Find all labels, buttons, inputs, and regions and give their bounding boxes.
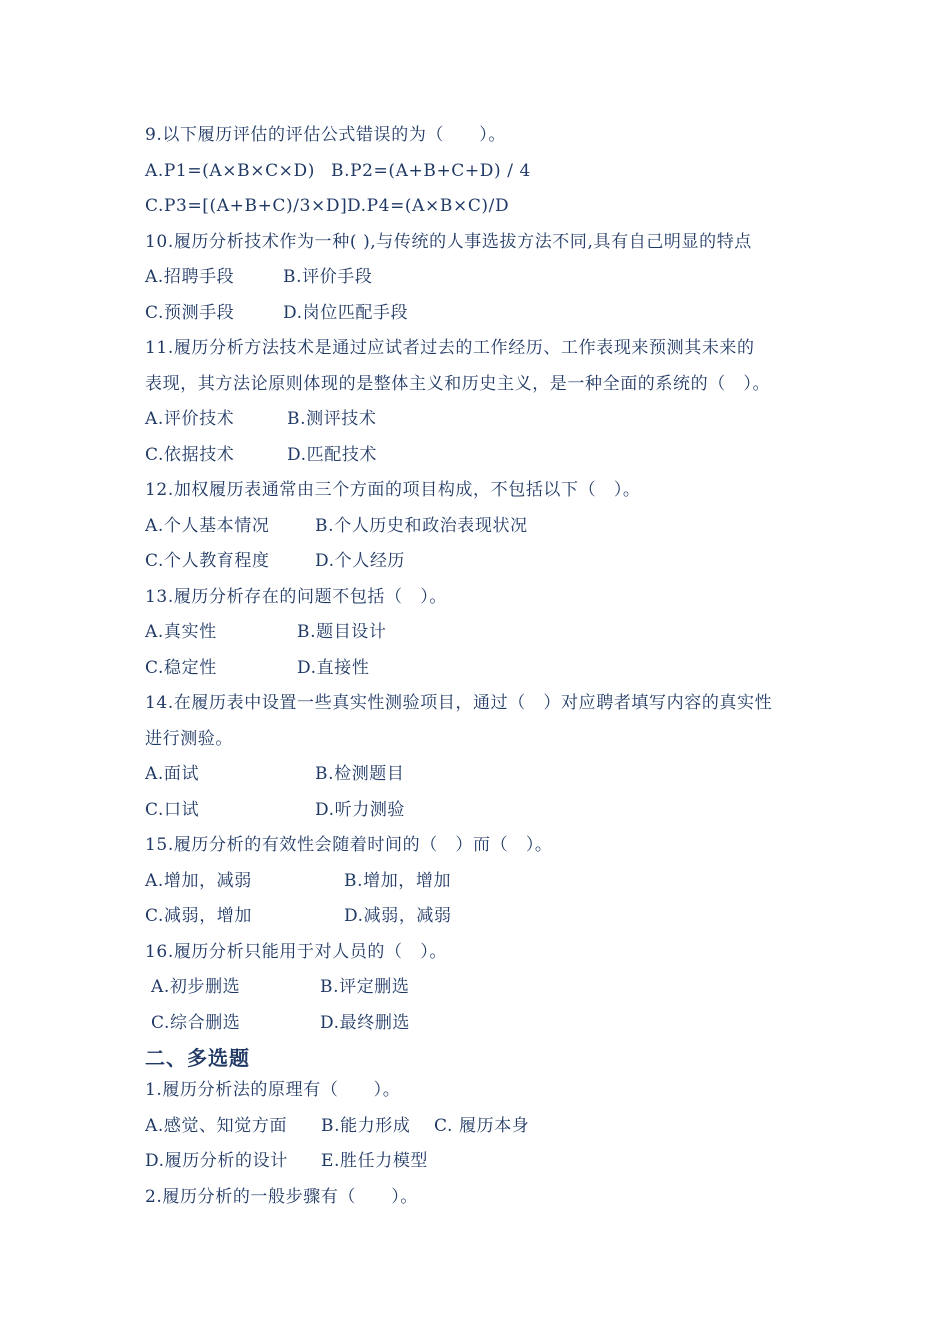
options-row [145,864,825,900]
option-a: A.增加，减弱 [145,870,252,891]
options-row [145,970,825,1006]
option-a: A.感觉、知觉方面 [145,1115,288,1136]
option-a: A.P1=(A×B×C×D) [145,160,315,181]
option-d: D.减弱，减弱 [344,906,452,926]
option-a: A.真实性 [145,622,217,642]
document-content [145,118,825,1215]
option-b: B.评定删选 [320,977,410,997]
question-text: 9.以下履历评估的评估公式错误的为（ ）。 [145,125,506,145]
question-text: 1.履历分析法的原理有（ ）。 [145,1080,401,1100]
option-c: C.口试 [145,799,200,820]
question-text: 13.履历分析存在的问题不包括（ ）。 [145,586,447,607]
question-text-continued: 表现，其方法论原则体现的是整体主义和历史主义，是一种全面的系统的（ ）。 [145,373,771,394]
option-e: E.胜任力模型 [321,1151,429,1171]
option-b: B.增加，增加 [344,870,452,891]
question-text: 11.履历分析方法技术是通过应试者过去的工作经历、工作表现来预测其未来的 [145,338,755,358]
options-row [145,1144,825,1180]
option-c: C.稳定性 [145,657,217,678]
option-d: D.匹配技术 [287,444,378,465]
question-text: 12.加权履历表通常由三个方面的项目构成，不包括以下（ ）。 [145,480,641,500]
option-c: C.P3=[(A+B+C)/3×D] [145,196,348,216]
options-row [145,438,825,474]
option-c: C.个人教育程度 [145,551,270,571]
option-b: B.检测题目 [315,764,405,784]
options-row [145,1109,825,1145]
option-c: C.综合删选 [145,1012,241,1033]
options-row [145,757,825,793]
option-b: B.P2=(A+B+C+D) / 4 [331,160,531,181]
options-row [145,189,825,225]
option-b: B.题目设计 [297,622,387,642]
option-d: D.履历分析的设计 [145,1151,288,1171]
option-b: B.个人历史和政治表现状况 [315,515,528,536]
option-b: B.评价手段 [283,267,373,287]
option-c: C. 履历本身 [434,1115,530,1136]
option-c: C.依据技术 [145,444,235,465]
option-d: D.岗位匹配手段 [283,302,409,323]
question-text: 15.履历分析的有效性会随着时间的（ ）而（ ）。 [145,835,553,855]
option-b: B.测评技术 [287,409,377,429]
option-a: A.个人基本情况 [145,515,270,536]
option-a: A.面试 [145,764,200,784]
options-row [145,296,825,332]
question-text: 14.在履历表中设置一些真实性测验项目，通过（ ）对应聘者填写内容的真实性 [145,693,773,713]
question-text: 16.履历分析只能用于对人员的（ ）。 [145,941,447,962]
option-d: D.最终删选 [320,1012,411,1033]
options-row [145,615,825,651]
options-row [145,899,825,935]
option-d: D.听力测验 [315,799,406,820]
options-row [145,651,825,687]
options-row [145,509,825,545]
options-row [145,402,825,438]
options-row [145,154,825,190]
option-c: C.减弱，增加 [145,906,253,926]
question-text: 2.履历分析的一般步骤有（ ）。 [145,1186,418,1207]
option-a: A.招聘手段 [145,267,235,287]
option-d: D.直接性 [297,657,370,678]
option-c: C.预测手段 [145,302,235,323]
option-d: D.个人经历 [315,551,406,571]
question-text: 10.履历分析技术作为一种( ),与传统的人事选拔方法不同,具有自己明显的特点 [145,231,752,252]
option-b: B.能力形成 [321,1115,411,1136]
option-d: D.P4=(A×B×C)/D [347,196,510,216]
options-row [145,260,825,296]
options-row [145,544,825,580]
question-text-continued: 进行测验。 [145,728,233,749]
option-a: A.评价技术 [145,409,235,429]
options-row [145,793,825,829]
section-heading: 二、多选题 [145,1046,250,1070]
options-row [145,1006,825,1042]
option-a: A.初步删选 [145,977,241,997]
